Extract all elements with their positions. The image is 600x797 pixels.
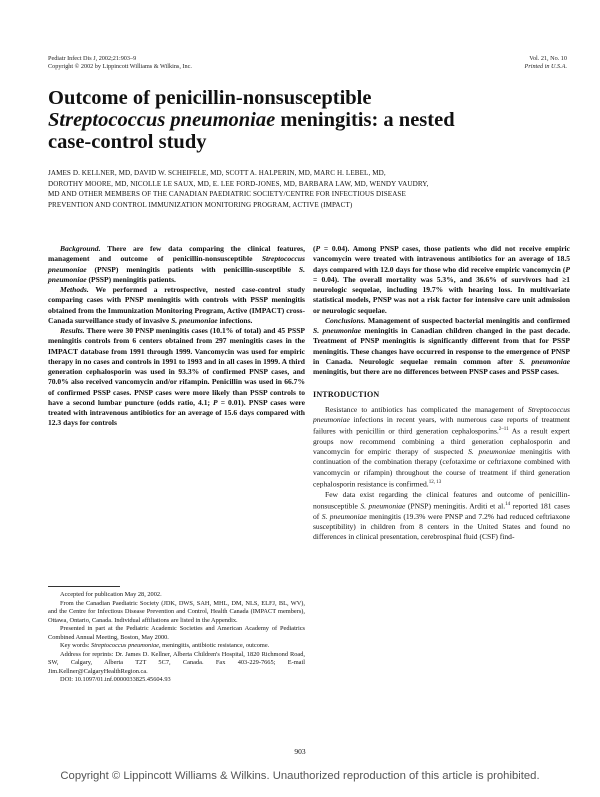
title-line-1: Outcome of penicillin-nonsusceptible <box>48 87 372 109</box>
results-text-1: There were 30 PNSP meningitis cases (10.1% of total) and 45 PSSP meningitis controls from 6 centers obtained from 297 meningitis cases in the IMPACT database from 1991 through 1999. Vancomycin was used for empiric therapy in no cases and controls in 1991 to 1993 and in all cases in 1999. A third generation cephalosporin was used in 93.3% of confirmed PNSP cases, and 70.0% also received vancomycin and/or rifampin. Penicillin was used in 66.7% of confirmed PSSP cases. PNSP cases were more likely than PSSP controls to have a second lumbar puncture (odds ratio, 4.1; <box>48 326 305 407</box>
footnote-doi: DOI: 10.1097/01.inf.0000033825.45604.93 <box>60 676 171 683</box>
background-italic-1: Streptococcus pneumoniae <box>48 254 305 274</box>
author-line-2: DOROTHY MOORE, MD, NICOLLE LE SAUX, MD, E. LEE FORD-JONES, MD, BARBARA LAW, MD, WENDY VAUDRY, <box>48 179 429 188</box>
abstract-results-continued <box>313 244 570 316</box>
conclusions-text-2: meningitis in Canadian children changed in the past decade. Treatment of PNSP meningitis is significantly different from that for PSSP meningitis. These changes have occurred in response to the emergence of PNSP in Canada. Neurologic sequelae remain common after <box>313 326 570 366</box>
printed-line: Printed in U.S.A. <box>524 63 567 70</box>
methods-text-2: infections. <box>217 315 253 325</box>
intro-p1-ref-2[interactable]: 12, 13 <box>428 479 442 485</box>
journal-copyright-line: Copyright © 2002 by Lippincott Williams & Wilkins, Inc. <box>48 63 192 70</box>
author-list <box>48 168 568 210</box>
intro-p1-d: meningitis with continuation of the combination therapy (cefotaxime or ceftriaxone combined with vancomycin or rifampin) throughout the course of treatment if third generation cephalosporin resistance is confirmed. <box>313 447 570 489</box>
intro-p1-italic-2: S. pneumoniae <box>468 447 516 457</box>
intro-p2-c: reported 181 cases of <box>313 501 570 521</box>
abstract-methods <box>48 285 305 326</box>
abstract-results <box>48 326 305 429</box>
author-line-3: MD AND OTHER MEMBERS OF THE CANADIAN PAEDIATRIC SOCIETY/CENTRE FOR INFECTIOUS DISEASE <box>48 190 406 199</box>
title-line-2 <box>48 109 568 131</box>
results-cont-1: ( <box>313 244 316 253</box>
introduction-paragraph-1 <box>313 405 570 490</box>
results-text-2: = 0.01). PNSP cases were treated with intravenous antibiotics for an average of 15.6 days compared with 12.3 days for controls <box>48 397 305 428</box>
results-cont-3: = 0.04). The overall mortality was 5.3%, and 36.6% of survivors had ≥1 neurologic sequelae, including 19.7% with hearing loss. In multivariate statistical models, PNSP was not a risk factor for intensive care unit admission or neurologic sequelae. <box>313 274 570 315</box>
introduction-heading: INTRODUCTION <box>313 390 380 400</box>
keywords-italic: Streptococcus pneumoniae, <box>91 642 161 649</box>
results-cont-p2: P <box>565 264 570 274</box>
keywords-label: Key words: <box>60 642 92 649</box>
right-column <box>313 244 570 542</box>
footnote-keywords <box>48 642 305 651</box>
intro-p1-c: As a result expert groups now recommend combining a third generation cephalosporin and vancomycin for empiric therapy of suspected <box>313 426 570 457</box>
volume-info <box>525 55 567 71</box>
conclusions-italic-1: S. pneumoniae <box>313 326 362 335</box>
conclusions-text: Management of suspected bacterial meningitis and confirmed <box>365 315 570 325</box>
intro-p1-a: Resistance to antibiotics has complicated the management of <box>325 404 528 414</box>
intro-p2-d: meningitis (19.3% were PNSP and 7.2% had reduced ceftriaxone susceptibility) in children from 8 centers in the United States and found no differences in clinical presentation, cerebrospinal fluid (CSF) find- <box>313 511 570 542</box>
footnote-rule <box>48 586 120 587</box>
conclusions-label: Conclusions. <box>325 315 366 325</box>
intro-p2-ref[interactable]: 14 <box>505 501 511 507</box>
title-line-2-rest: meningitis: a nested <box>275 109 455 131</box>
journal-line: Pediatr Infect Dis J, 2002;21:903–9 <box>48 55 137 62</box>
background-label: Background. <box>60 244 101 253</box>
volume-line: Vol. 21, No. 10 <box>529 55 567 62</box>
title-italic-species: Streptococcus pneumoniae <box>48 109 276 131</box>
background-text-3: (PSSP) meningitis patients. <box>86 274 176 284</box>
conclusions-text-3: meningitis, but there are no differences between PNSP cases and PSSP cases. <box>313 367 559 376</box>
intro-p1-ref-1[interactable]: 2–11 <box>498 427 509 432</box>
methods-label: Methods. <box>60 285 89 294</box>
results-cont-2: = 0.04). Among PNSP cases, those patients who did not receive empiric vancomycin were treated with intravenous antibiotics for an average of 18.5 days compared with 12.0 days for those who did receive empiric vancomycin ( <box>313 244 570 274</box>
footnote-presented: Presented in part at the Pediatric Academic Societies and American Academy of Pediatrics Combined Annual Meeting, Boston, May 2000. <box>48 625 305 641</box>
intro-p2-b: (PNSP) meningitis. Arditi et al. <box>405 501 506 511</box>
intro-p1-italic-1: Streptococcus pneumoniae <box>313 404 570 424</box>
methods-italic: S. pneumoniae <box>171 315 218 325</box>
intro-p2-a: Few data exist regarding the clinical features and outcome of penicillin-nonsusceptible <box>313 489 570 511</box>
title-line-3: case-control study <box>48 131 207 153</box>
footnote-accepted: Accepted for publication May 28, 2002. <box>60 591 162 598</box>
intro-p2-italic-2: S. pneumoniae <box>321 511 367 521</box>
footnotes <box>48 591 305 685</box>
copyright-watermark: Copyright © Lippincott Williams & Wilkins. Unauthorized reproduction of this article is prohibited. <box>60 770 540 782</box>
abstract-background <box>48 244 305 285</box>
background-text: There are few data comparing the clinical features, management and outcome of penicillin-nonsusceptible <box>48 244 305 264</box>
conclusions-italic-2: S. pneumoniae <box>518 356 570 366</box>
intro-p2-italic-1: S. pneumoniae <box>360 501 406 511</box>
author-line-1: JAMES D. KELLNER, MD, DAVID W. SCHEIFELE, MD, SCOTT A. HALPERIN, MD, MARC H. LEBEL, MD, <box>48 169 386 177</box>
intro-p1-b: infections in recent years, with numerous case reports of treatment failures with penicillin or third generation cephalosporins. <box>313 414 570 436</box>
author-line-4: PREVENTION AND CONTROL IMMUNIZATION MONITORING PROGRAM, ACTIVE (IMPACT) <box>48 200 353 209</box>
footnote-from: From the Canadian Paediatric Society (JDK, DWS, SAH, MHL, DM, NLS, ELFJ, BL, WV), and the Centre for Infectious Disease Prevention and Control, Health Canada (IMPACT members), Ottawa, Ontario, Canada. Individual affiliations are listed in the Appendix. <box>48 599 305 624</box>
methods-text: We performed a retrospective, nested case-control study comparing cases with PNSP meningitis with controls with PSSP meningitis obtained from the Immunization Monitoring Program, Active (IMPACT) cross-Canada surveillance study of invasive <box>48 285 305 325</box>
abstract-left-column <box>48 244 305 429</box>
results-p-symbol: P <box>213 397 218 407</box>
article-title <box>48 87 568 153</box>
journal-citation <box>48 55 192 71</box>
introduction-paragraph-2 <box>313 490 570 543</box>
results-label: Results. <box>60 326 85 335</box>
keywords-rest: meningitis, antibiotic resistance, outcome. <box>160 642 270 649</box>
page-number: 903 <box>294 747 306 756</box>
results-cont-p1: P <box>315 244 321 253</box>
abstract-conclusions <box>313 316 570 378</box>
background-text-2: (PNSP) meningitis patients with penicillin-susceptible <box>86 264 299 274</box>
footnote-reprints: Address for reprints: Dr. James D. Kellner, Alberta Children's Hospital, 1820 Richmond Road, SW, Calgary, Alberta T2T 5C7, Canada. Fax 403-229-7665; E-mail Jim.Kellner@CalgaryHealthRegion.ca. <box>48 650 305 675</box>
background-italic-2: S. pneumoniae <box>48 264 305 284</box>
